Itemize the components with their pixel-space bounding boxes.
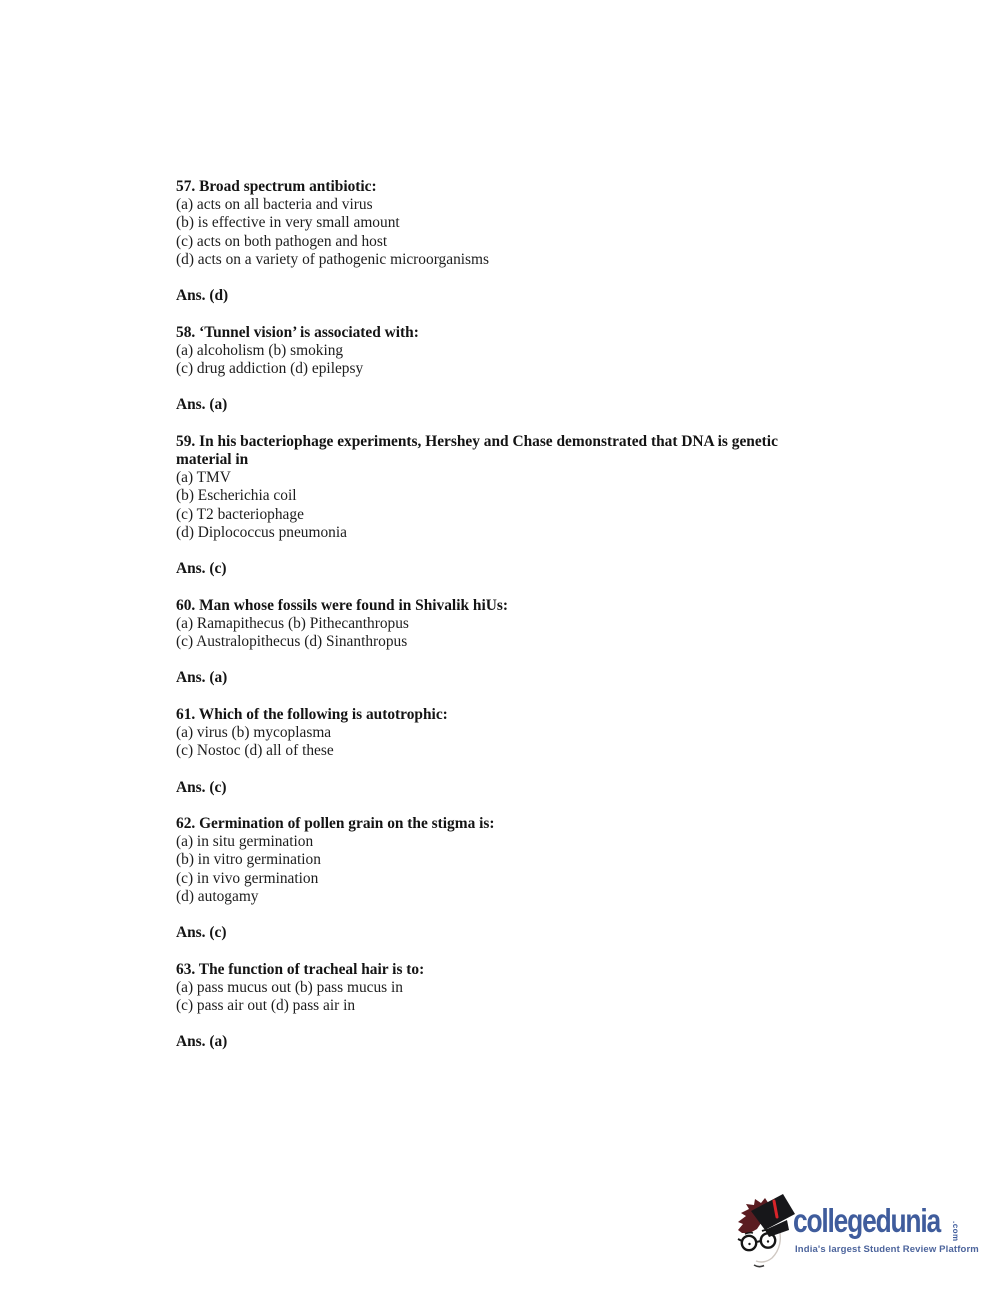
question-option: (d) acts on a variety of pathogenic microorganisms [176, 250, 489, 268]
brand-domain-text: .com [951, 1221, 960, 1242]
question-option: (c) acts on both pathogen and host [176, 232, 388, 250]
question-option: (c) in vivo germination [176, 869, 319, 887]
question-option: (b) is effective in very small amount [176, 214, 400, 232]
question-option: (a) pass mucus out (b) pass mucus in [176, 978, 403, 996]
question-heading: 63. The function of tracheal hair is to: [176, 960, 425, 978]
question-heading: 61. Which of the following is autotrophic: [176, 705, 448, 723]
question-option: (a) in situ germination [176, 833, 314, 851]
question-option: (b) in vitro germination [176, 851, 321, 869]
answer-label: Ans. (c) [176, 924, 227, 942]
question-heading: 62. Germination of pollen grain on the stigma is: [176, 814, 495, 832]
question-option: (a) virus (b) mycoplasma [176, 723, 332, 741]
question-list [176, 178, 856, 1070]
question-heading-line2: material in [176, 450, 249, 468]
question-option: (a) acts on all bacteria and virus [176, 196, 373, 214]
question-option: (d) Diplococcus pneumonia [176, 523, 347, 541]
answer-label: Ans. (a) [176, 1033, 228, 1051]
answer-label: Ans. (a) [176, 669, 228, 687]
question-heading: 57. Broad spectrum antibiotic: [176, 178, 377, 195]
question-heading: 58. ‘Tunnel vision’ is associated with: [176, 323, 419, 341]
answer-label: Ans. (a) [176, 396, 228, 414]
question-heading: 60. Man whose fossils were found in Shivalik hiUs: [176, 596, 508, 614]
question-heading: 59. In his bacteriophage experiments, Hershey and Chase demonstrated that DNA is genetic [176, 432, 778, 450]
answer-label: Ans. (c) [176, 560, 227, 578]
question-option: (a) Ramapithecus (b) Pithecanthropus [176, 614, 409, 632]
logo-tagline: India's largest Student Review Platform [795, 1244, 979, 1255]
question-option: (c) T2 bacteriophage [176, 505, 304, 523]
mascot-icon [735, 1192, 797, 1272]
question-option: (c) Australopithecus (d) Sinanthropus [176, 632, 408, 650]
question-option: (c) drug addiction (d) epilepsy [176, 360, 364, 377]
question-59 [176, 433, 856, 579]
question-61 [176, 706, 856, 797]
question-option: (c) Nostoc (d) all of these [176, 742, 334, 760]
brand-text: collegedunia [793, 1202, 940, 1239]
answer-label: Ans. (c) [176, 778, 227, 796]
question-option: (a) TMV [176, 469, 231, 487]
question-option: (c) pass air out (d) pass air in [176, 996, 356, 1014]
question-option: (b) Escherichia coil [176, 487, 297, 505]
question-58 [176, 324, 856, 415]
question-57 [176, 178, 856, 305]
question-63 [176, 961, 856, 1052]
collegedunia-logo [735, 1192, 993, 1278]
answer-label: Ans. (d) [176, 287, 229, 305]
question-option: (a) alcoholism (b) smoking [176, 341, 344, 359]
question-option: (d) autogamy [176, 887, 259, 905]
question-62 [176, 815, 856, 942]
question-60 [176, 597, 856, 688]
